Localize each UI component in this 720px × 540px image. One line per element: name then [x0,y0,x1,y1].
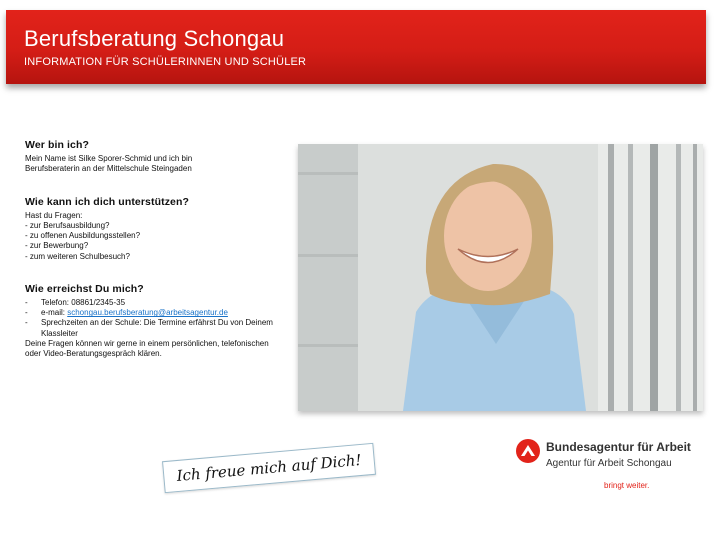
advisor-photo-illustration [298,144,703,411]
header-banner [6,10,706,84]
section-who-line-1: Mein Name ist Silke Sporer-Schmid und ich bin [25,154,193,164]
agency-tagline: bringt weiter. [604,481,650,490]
advisor-photo [298,144,703,411]
contact-office-hours: - Sprechzeiten an der Schule: Die Termine erfährst Du von Deinem Klassleiter [25,318,285,338]
support-line: Hast du Fragen: [25,210,83,220]
page-subtitle: INFORMATION FÜR SCHÜLERINNEN UND SCHÜLER [24,56,307,68]
support-line: - zur Berufsausbildung? [25,221,110,231]
support-line: - zur Bewerbung? [25,241,89,251]
consultation-note: Deine Fragen können wir gerne in einem persönlichen, telefonischen oder Video-Beratungsgespräch klären. [25,338,269,359]
info-text-column [25,140,285,381]
page-title: Berufsberatung Schongau [24,26,285,51]
agency-branch: Agentur für Arbeit Schongau [546,458,672,469]
support-line: - zu offenen Ausbildungsstellen? [25,231,141,241]
contact-email-item [25,308,285,318]
greeting-stamp [162,443,376,493]
email-label: e-mail: [41,308,68,318]
agency-logo [516,437,716,497]
section-support-heading: Wie kann ich dich unterstützen? [25,195,190,208]
section-who-heading: Wer bin ich? [25,139,90,151]
section-who-line-2: Berufsberaterin an der Mittelschule Steingaden [25,164,192,174]
section-who [25,140,285,175]
support-line: - zum weiteren Schulbesuch? [25,251,130,261]
email-link[interactable]: schongau.berufsberatung@arbeitsagentur.de [67,308,228,318]
greeting-text: Ich freue mich auf Dich! [175,450,363,486]
section-support [25,197,285,262]
section-contact-heading: Wie erreichst Du mich? [25,282,144,295]
agency-name: Bundesagentur für Arbeit [546,440,691,454]
contact-phone: - Telefon: 08861/2345-35 [25,298,285,308]
agency-logo-icon [516,439,540,463]
section-contact [25,284,285,359]
contact-list [25,298,285,339]
